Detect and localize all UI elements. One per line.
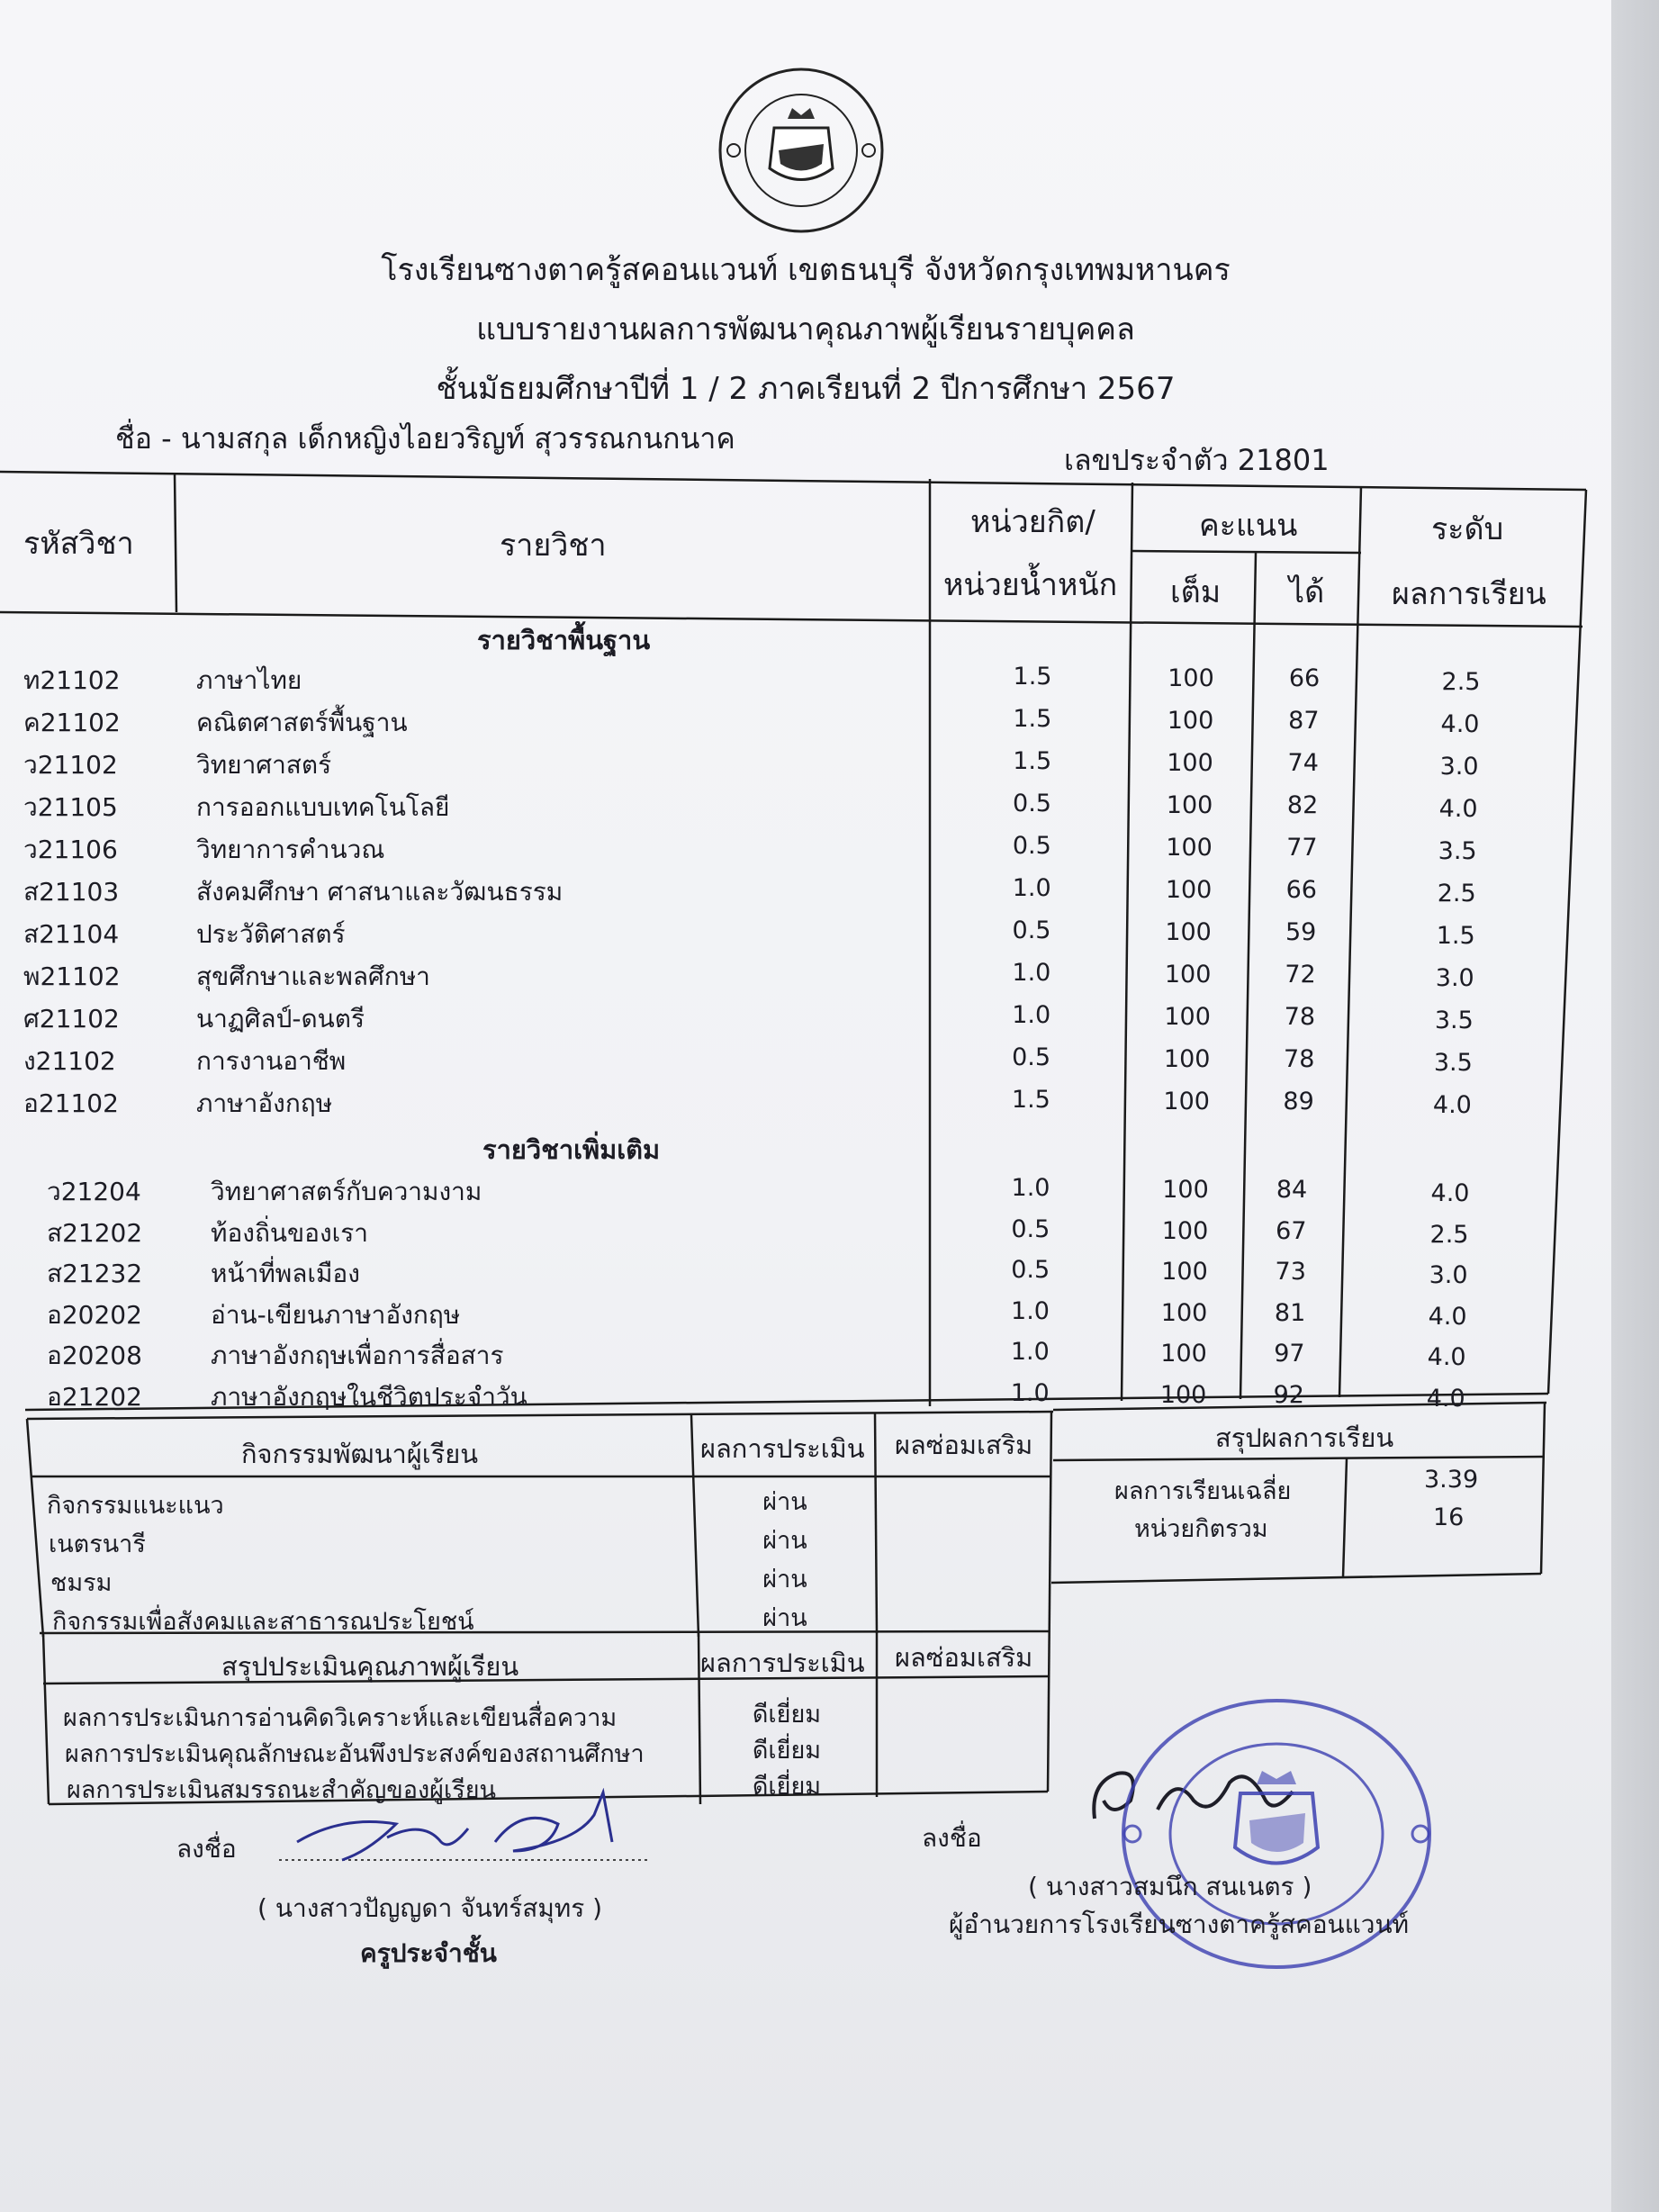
eval-item-name: ผลการประเมินคุณลักษณะอันพึงประสงค์ของสถานศึกษา [65,1740,645,1768]
subject-full-score: 100 [1163,1088,1210,1115]
subject-full-score: 100 [1160,1298,1208,1327]
eval-item-result: ดีเยี่ยม [752,1701,822,1729]
teacher-name: ( นางสาวปัญญดา จันทร์สมุทร ) [257,1893,603,1923]
teacher-signature [288,1788,630,1878]
gpa-label: ผลการเรียนเฉลี่ย [1114,1477,1292,1505]
header-credit-line1: หน่วยกิต/ [970,504,1095,540]
quality-header: สรุปประเมินคุณภาพผู้เรียน [221,1651,519,1682]
subject-score: 97 [1274,1340,1305,1368]
eval-item-result: ผ่าน [762,1488,807,1516]
subject-credit: 0.5 [1012,1043,1051,1071]
subject-code: ส21103 [23,877,120,907]
credits-value: 16 [1433,1503,1465,1531]
subject-credit: 1.0 [1012,874,1051,902]
subject-score: 81 [1274,1298,1306,1327]
subject-name: คณิตศาสตร์พื้นฐาน [196,708,408,737]
subject-score: 67 [1276,1216,1307,1245]
credits-label: หน่วยกิตรวม [1134,1515,1268,1543]
subject-code: อ20202 [47,1299,142,1330]
subject-score: 66 [1288,664,1321,692]
subject-score: 74 [1287,749,1319,777]
subject-name: ท้องถิ่นของเรา [211,1217,368,1248]
subject-full-score: 100 [1162,1176,1209,1204]
eval-item-name: ผลการประเมินการอ่านคิดวิเคราะห์และเขียนสื่อความ [63,1704,618,1732]
subject-code: อ21202 [47,1382,142,1412]
header-code: รหัสวิชา [23,526,134,562]
subject-credit: 1.0 [1011,1296,1050,1325]
subject-full-score: 100 [1160,1340,1207,1368]
subject-grade: 4.0 [1432,1091,1472,1119]
teacher-role: ครูประจำชั้น [360,1938,497,1968]
subject-score: 82 [1286,791,1319,819]
subject-credit: 0.5 [1012,832,1051,860]
subject-name: อ่าน-เขียนภาษาอังกฤษ [211,1299,461,1330]
eval-item-name: ชมรม [50,1569,113,1597]
subject-full-score: 100 [1165,876,1213,904]
subject-credit: 0.5 [1013,790,1051,817]
subject-grade: 3.0 [1435,964,1474,992]
id-label: เลขประจำตัว [1064,443,1229,477]
subject-score: 78 [1284,1045,1315,1073]
section-basic: รายวิชาพื้นฐาน [477,625,651,655]
summary-header: สรุปผลการเรียน [1215,1422,1394,1453]
eval-item-result: ดีเยี่ยม [752,1773,822,1801]
class-term: ชั้นมัธยมศึกษาปีที่ 1 / 2 ภาคเรียนที่ 2 ปีการศึกษา 2567 [436,371,1176,407]
subject-credit: 0.5 [1012,916,1051,944]
subject-code: ว21102 [23,750,118,780]
subject-code: อ20208 [47,1341,142,1371]
activities-header: กิจกรรมพัฒนาผู้เรียน [241,1439,479,1469]
subject-grade: 4.0 [1430,1179,1470,1207]
report-title: แบบรายงานผลการพัฒนาคุณภาพผู้เรียนรายบุคคล [476,311,1135,348]
student-name: เด็กหญิงไอยวริญท์ สุวรรณกนกนาค [297,421,735,456]
eval-item-result: ผ่าน [762,1604,807,1632]
subject-grade: 1.5 [1436,922,1475,950]
subject-credit: 1.5 [1011,1086,1050,1114]
subject-full-score: 100 [1164,961,1212,989]
eval-item-name: เนตรนารี [49,1530,146,1558]
subject-name: การออกแบบเทคโนโลยี [196,792,450,822]
subject-name: วิทยาศาสตร์ [196,750,332,780]
subject-full-score: 100 [1161,1258,1208,1287]
subject-score: 59 [1285,918,1317,946]
director-sign-label: ลงชื่อ [922,1823,982,1853]
subject-code: ว21106 [23,835,118,864]
subject-grade: 3.5 [1438,837,1477,865]
eval-item-name: กิจกรรมเพื่อสังคมและสาธารณประโยชน์ [52,1608,474,1636]
subject-name: สังคมศึกษา ศาสนาและวัฒนธรรม [196,877,564,907]
quality-remedial-header: ผลซ่อมเสริม [895,1642,1033,1673]
subject-full-score: 100 [1164,1003,1211,1031]
director-role: ผู้อำนวยการโรงเรียนซางตาครู้สคอนแวนท์ [949,1910,1410,1939]
subject-name: หน้าที่พลเมือง [211,1259,360,1289]
subject-code: ศ21102 [23,1004,120,1034]
subject-grade: 4.0 [1440,710,1480,738]
subject-grade: 2.5 [1441,668,1481,696]
subject-score: 66 [1285,876,1317,904]
subject-name: การงานอาชีพ [196,1046,347,1076]
subject-grade: 3.0 [1429,1261,1468,1290]
subject-code: พ21102 [23,962,121,991]
subject-full-score: 100 [1159,1381,1207,1409]
subject-score: 87 [1288,707,1320,735]
subject-credit: 0.5 [1011,1214,1050,1243]
eval-item-result: ผ่าน [762,1527,807,1555]
subject-grade: 4.0 [1426,1385,1465,1413]
subject-credit: 1.5 [1013,663,1052,691]
subject-code: ท21102 [23,665,121,695]
subject-name: ภาษาอังกฤษในชีวิตประจำวัน [211,1382,527,1412]
eval-item-name: กิจกรรมแนะแนว [47,1492,224,1520]
school-name: โรงเรียนซางตาครู้สคอนแวนท์ เขตธนบุรี จังหวัดกรุงเทพมหานคร [381,252,1231,288]
name-label: ชื่อ - นามสกุล [115,421,289,456]
eval-item-name: ผลการประเมินสมรรถนะสำคัญของผู้เรียน [67,1776,496,1804]
activities-result-header: ผลการประเมิน [700,1433,865,1464]
header-got: ได้ [1289,574,1325,610]
subject-name: สุขศึกษาและพลศึกษา [196,962,430,991]
subject-full-score: 100 [1163,1045,1211,1073]
subject-score: 92 [1273,1381,1304,1409]
subject-name: ภาษาอังกฤษ [196,1088,333,1118]
subject-code: ส21202 [47,1217,143,1248]
header-grade-line1: ระดับ [1431,511,1504,547]
header-credit-line2: หน่วยน้ำหนัก [943,567,1118,603]
subject-grade: 4.0 [1427,1343,1466,1372]
subject-code: อ21102 [23,1088,119,1118]
subject-code: ส21232 [47,1259,143,1289]
subject-grade: 3.5 [1434,1007,1474,1034]
subject-score: 78 [1284,1003,1316,1031]
subject-code: ส21104 [23,919,120,949]
subject-credit: 0.5 [1011,1256,1050,1285]
subject-name: ประวัติศาสตร์ [196,919,346,949]
subject-score: 72 [1285,961,1316,989]
subject-full-score: 100 [1161,1216,1209,1245]
eval-item-result: ดีเยี่ยม [752,1737,822,1765]
subject-grade: 2.5 [1437,880,1476,907]
subject-score: 77 [1286,834,1318,862]
subject-name: ภาษาอังกฤษเพื่อการสื่อสาร [211,1341,504,1371]
subject-grade: 2.5 [1429,1220,1469,1249]
subject-grade: 3.5 [1433,1049,1473,1077]
subject-grade: 3.0 [1439,753,1479,781]
section-extra: รายวิชาเพิ่มเติม [482,1134,661,1165]
subject-credit: 1.5 [1013,747,1052,775]
subject-credit: 1.0 [1010,1338,1050,1367]
subject-credit: 1.0 [1012,959,1051,987]
teacher-sign-label: ลงชื่อ [176,1834,237,1864]
subject-name: วิทยาศาสตร์กับความงาม [211,1177,482,1206]
subject-credit: 1.5 [1013,705,1052,733]
subject-score: 73 [1275,1258,1306,1287]
director-name: ( นางสาวสมนึก สนเนตร ) [1028,1872,1312,1901]
subject-code: ง21102 [23,1046,116,1076]
subject-full-score: 100 [1167,749,1213,777]
subject-name: วิทยาการคำนวณ [196,835,385,864]
subject-code: ว21204 [47,1177,141,1206]
header-full: เต็ม [1170,574,1222,610]
subject-full-score: 100 [1168,664,1214,692]
subject-name: ภาษาไทย [196,665,302,695]
subject-grade: 4.0 [1428,1302,1467,1331]
header-subject: รายวิชา [500,528,607,564]
header-score: คะแนน [1199,508,1298,544]
student-id: 21801 [1237,443,1330,477]
subject-code: ค21102 [23,708,121,737]
header-grade-line2: ผลการเรียน [1392,576,1546,612]
subject-full-score: 100 [1166,834,1213,862]
subject-credit: 1.0 [1010,1379,1050,1407]
subject-full-score: 100 [1166,791,1213,819]
subject-credit: 1.0 [1012,1001,1051,1029]
subject-code: ว21105 [23,792,118,822]
gpa-value: 3.39 [1424,1466,1479,1494]
subject-name: นาฏศิลป์-ดนตรี [196,1004,365,1034]
eval-item-result: ผ่าน [762,1566,807,1594]
subject-credit: 1.0 [1011,1174,1050,1202]
subject-grade: 4.0 [1438,795,1478,823]
activities-remedial-header: ผลซ่อมเสริม [895,1430,1033,1460]
subject-full-score: 100 [1167,707,1214,735]
subject-full-score: 100 [1165,918,1212,946]
subject-score: 84 [1276,1176,1308,1204]
subject-score: 89 [1283,1088,1314,1115]
quality-result-header: ผลการประเมิน [700,1648,865,1678]
